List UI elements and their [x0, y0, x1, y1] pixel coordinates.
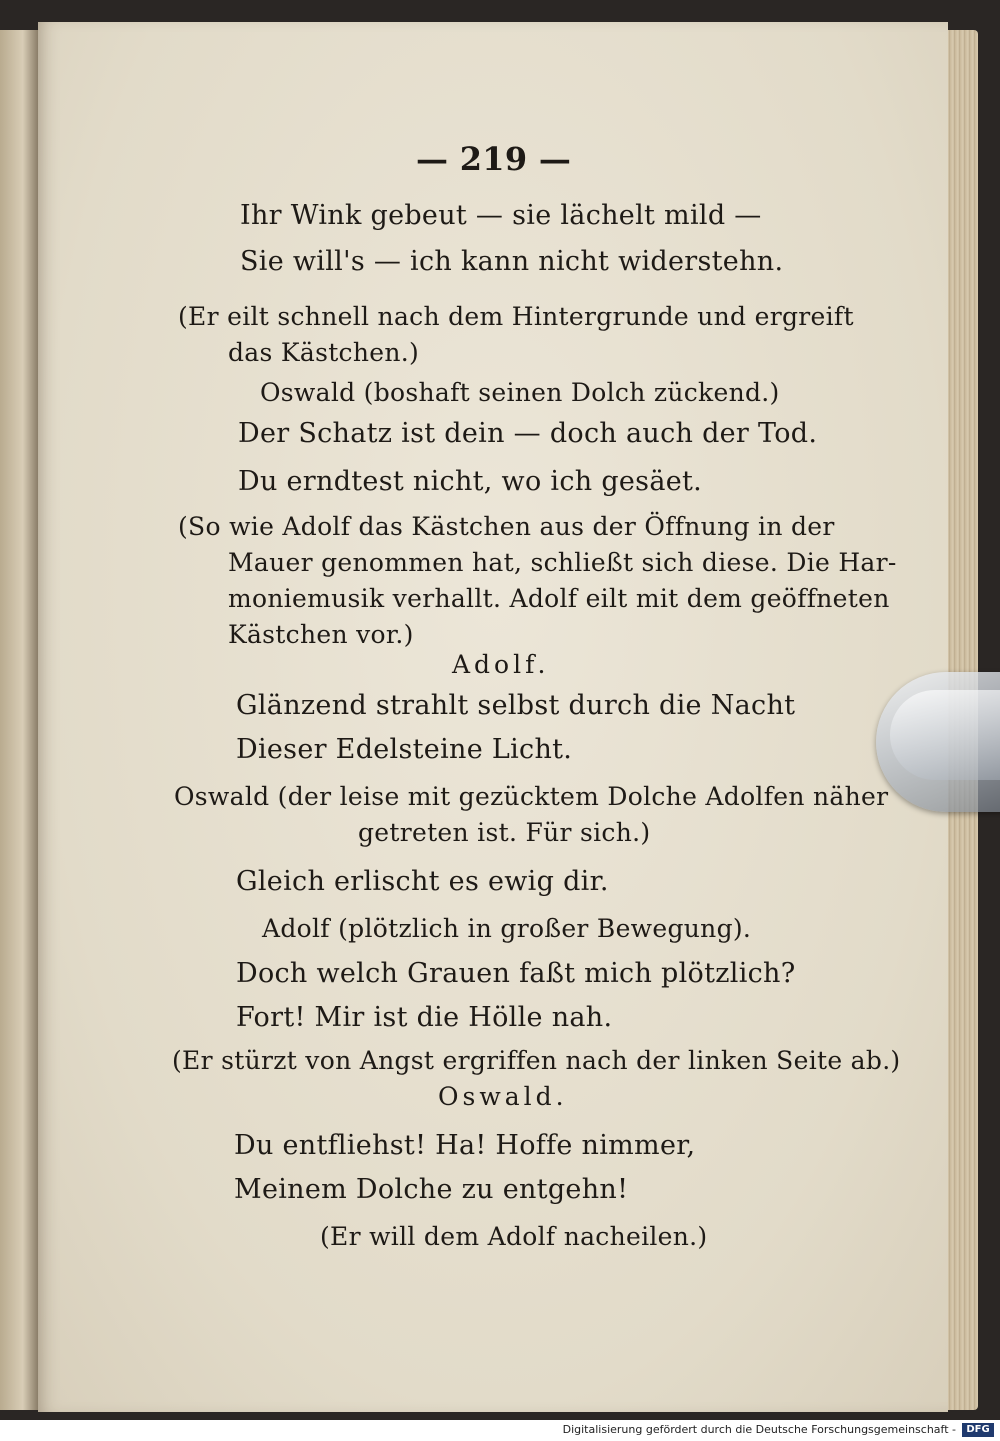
page-number: — 219 — [416, 140, 572, 178]
verse-line: Du entfliehst! Ha! Hoffe nimmer, [234, 1130, 696, 1161]
stage-direction: das Kästchen.) [228, 338, 420, 367]
stage-direction: Mauer genommen hat, schließt sich diese. Die Har- [228, 548, 897, 577]
verse-line: Dieser Edelsteine Licht. [236, 734, 573, 765]
verse-line: Ihr Wink gebeut — sie lächelt mild — [240, 200, 762, 231]
stage-direction: moniemusik verhallt. Adolf eilt mit dem geöffneten [228, 584, 890, 613]
speaker-line: Adolf (plötzlich in großer Bewegung). [262, 914, 752, 943]
speaker-line: Oswald (boshaft seinen Dolch zückend.) [260, 378, 780, 407]
verse-line: Du erndtest nicht, wo ich gesäet. [238, 466, 703, 497]
speaker-name: Oswald. [438, 1082, 568, 1111]
left-page-edge [0, 30, 38, 1410]
footer-credit: Digitalisierung gefördert durch die Deutsche Forschungsgemeinschaft - [562, 1423, 956, 1436]
speaker-name: Adolf. [452, 650, 550, 679]
stage-direction: Kästchen vor.) [228, 620, 414, 649]
verse-line: Gleich erlischt es ewig dir. [236, 866, 609, 897]
verse-line: Fort! Mir ist die Hölle nah. [236, 1002, 613, 1033]
verse-line: Glänzend strahlt selbst durch die Nacht [236, 690, 796, 721]
verse-line: Sie will's — ich kann nicht widerstehn. [240, 246, 784, 277]
book-page [38, 22, 948, 1412]
stage-direction: (Er will dem Adolf nacheilen.) [320, 1222, 708, 1251]
stage-direction: (So wie Adolf das Kästchen aus der Öffnung in der [178, 512, 835, 541]
stage-direction: getreten ist. Für sich.) [358, 818, 651, 847]
stage-direction: (Er stürzt von Angst ergriffen nach der linken Seite ab.) [172, 1046, 901, 1075]
verse-line: Doch welch Grauen faßt mich plötzlich? [236, 958, 796, 989]
dfg-logo: DFG [962, 1423, 994, 1437]
speaker-line: Oswald (der leise mit gezücktem Dolche Adolfen näher [174, 782, 889, 811]
verse-line: Der Schatz ist dein — doch auch der Tod. [238, 418, 818, 449]
page-clip-highlight [890, 690, 1000, 780]
stage-direction: (Er eilt schnell nach dem Hintergrunde und ergreift [178, 302, 854, 331]
verse-line: Meinem Dolche zu entgehn! [234, 1174, 629, 1205]
